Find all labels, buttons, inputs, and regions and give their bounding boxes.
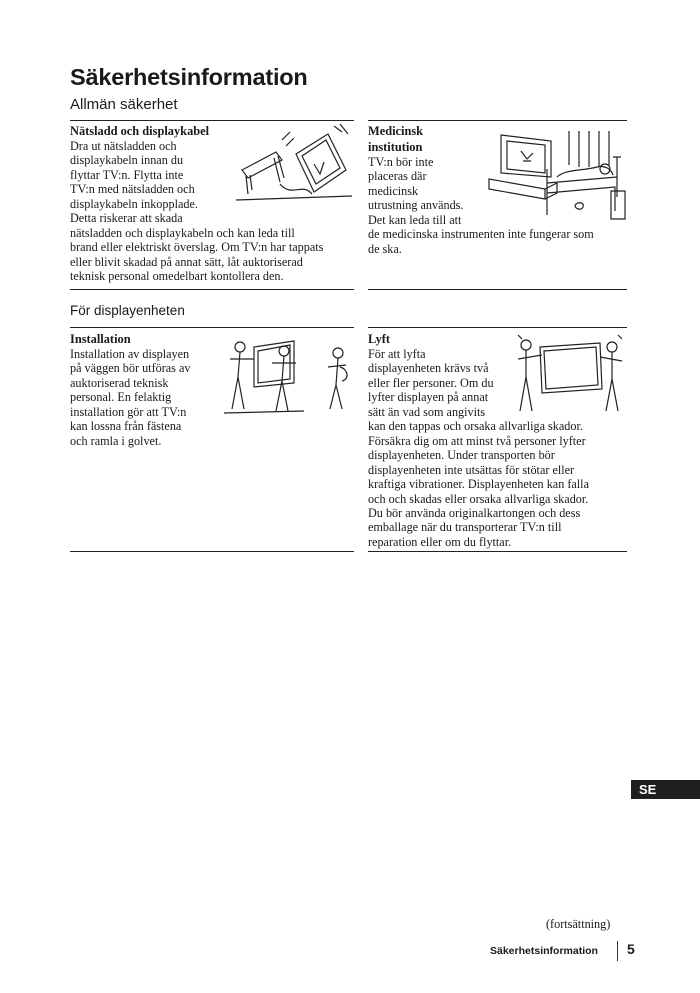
text-line: kraftiga vibrationer. Displayenheten kan falla — [368, 477, 589, 492]
lift-heading: Lyft — [368, 332, 391, 346]
tv-falling-illustration — [236, 124, 352, 206]
text-line: flyttar TV:n. Flytta inte — [70, 167, 184, 182]
language-tab: SE — [631, 780, 700, 799]
text-line: och ramla i golvet. — [70, 433, 162, 448]
page-number: 5 — [627, 941, 635, 957]
text-line: kan den tappas och orsaka allvarliga skador. — [368, 419, 583, 434]
section-heading-display: För displayenheten — [70, 303, 185, 318]
text-line: eller blivit skadad på annat sätt, låt auktoriserad — [70, 254, 303, 269]
text-line: Dra ut nätsladden och — [70, 139, 177, 153]
text-line: För att lyfta — [368, 347, 426, 361]
continuation-note: (fortsättning) — [546, 917, 611, 931]
text-line: placeras där — [368, 169, 427, 184]
wall-install-illustration — [224, 333, 356, 415]
text-line: utrustning används. — [368, 198, 464, 213]
text-line: emballage när du transporterar TV:n till — [368, 520, 562, 535]
text-line: brand eller elektriskt överslag. Om TV:n har tappats — [70, 240, 324, 255]
text-line: kan lossna från fästena — [70, 419, 182, 434]
text-line: displayenheten krävs två — [368, 361, 489, 376]
text-line: displaykabeln innan du — [70, 153, 184, 168]
text-line: personal. En felaktig — [70, 390, 172, 405]
footer-title: Säkerhetsinformation — [490, 945, 598, 957]
rule — [368, 551, 627, 552]
rule — [70, 120, 354, 121]
text-line: de medicinska instrumenten inte fungerar som — [368, 227, 594, 242]
rule — [70, 327, 354, 328]
two-person-lift-illustration — [514, 333, 626, 417]
text-line: de ska. — [368, 241, 402, 256]
text-line: på väggen bör utföras av — [70, 361, 191, 376]
text-line: och och skadas eller orsaka allvarliga skador. — [368, 491, 589, 506]
rule — [368, 327, 627, 328]
text-line: TV:n med nätsladden och — [70, 182, 195, 197]
rule — [368, 289, 627, 290]
text-line: Försäkra dig om att minst två personer lyfter — [368, 433, 586, 448]
text-line: displaykabeln inkopplade. — [70, 196, 198, 211]
text-line: Installation av displayen — [70, 347, 190, 361]
text-line: lyfter displayen på annat — [368, 390, 489, 405]
page-title: Säkerhetsinformation — [70, 64, 308, 90]
text-line: medicinsk — [368, 183, 419, 198]
rule — [368, 120, 627, 121]
install-text — [70, 347, 190, 448]
footer-divider — [617, 941, 618, 961]
text-line: Detta riskerar att skada — [70, 211, 183, 226]
text-line: installation gör att TV:n — [70, 404, 187, 419]
text-line: displayenheten inte utsättas för stötar eller — [368, 462, 575, 477]
text-line: displayenheten. Under transporten bör — [368, 448, 555, 463]
text-line: eller fler personer. Om du — [368, 375, 494, 390]
hospital-illustration — [487, 127, 627, 223]
medical-heading-2: institution — [368, 140, 423, 154]
text-line: Du bör använda originalkartongen och dess — [368, 505, 581, 520]
text-line: nätsladden och displaykabeln och kan leda till — [70, 225, 295, 240]
install-heading: Installation — [70, 332, 131, 346]
medical-heading-1: Medicinsk — [368, 124, 424, 138]
text-line: TV:n bör inte — [368, 155, 434, 169]
text-line: reparation eller om du flyttar. — [368, 534, 512, 549]
text-line: auktoriserad teknisk — [70, 375, 169, 390]
rule — [70, 289, 354, 290]
text-line: sätt än vad som angivits — [368, 404, 486, 419]
text-line: teknisk personal omedelbart kontollera den. — [70, 269, 284, 284]
text-line: Det kan leda till att — [368, 212, 462, 227]
section-heading-general: Allmän säkerhet — [70, 96, 178, 113]
rule — [70, 551, 354, 552]
cable-heading: Nätsladd och displaykabel — [70, 124, 210, 138]
